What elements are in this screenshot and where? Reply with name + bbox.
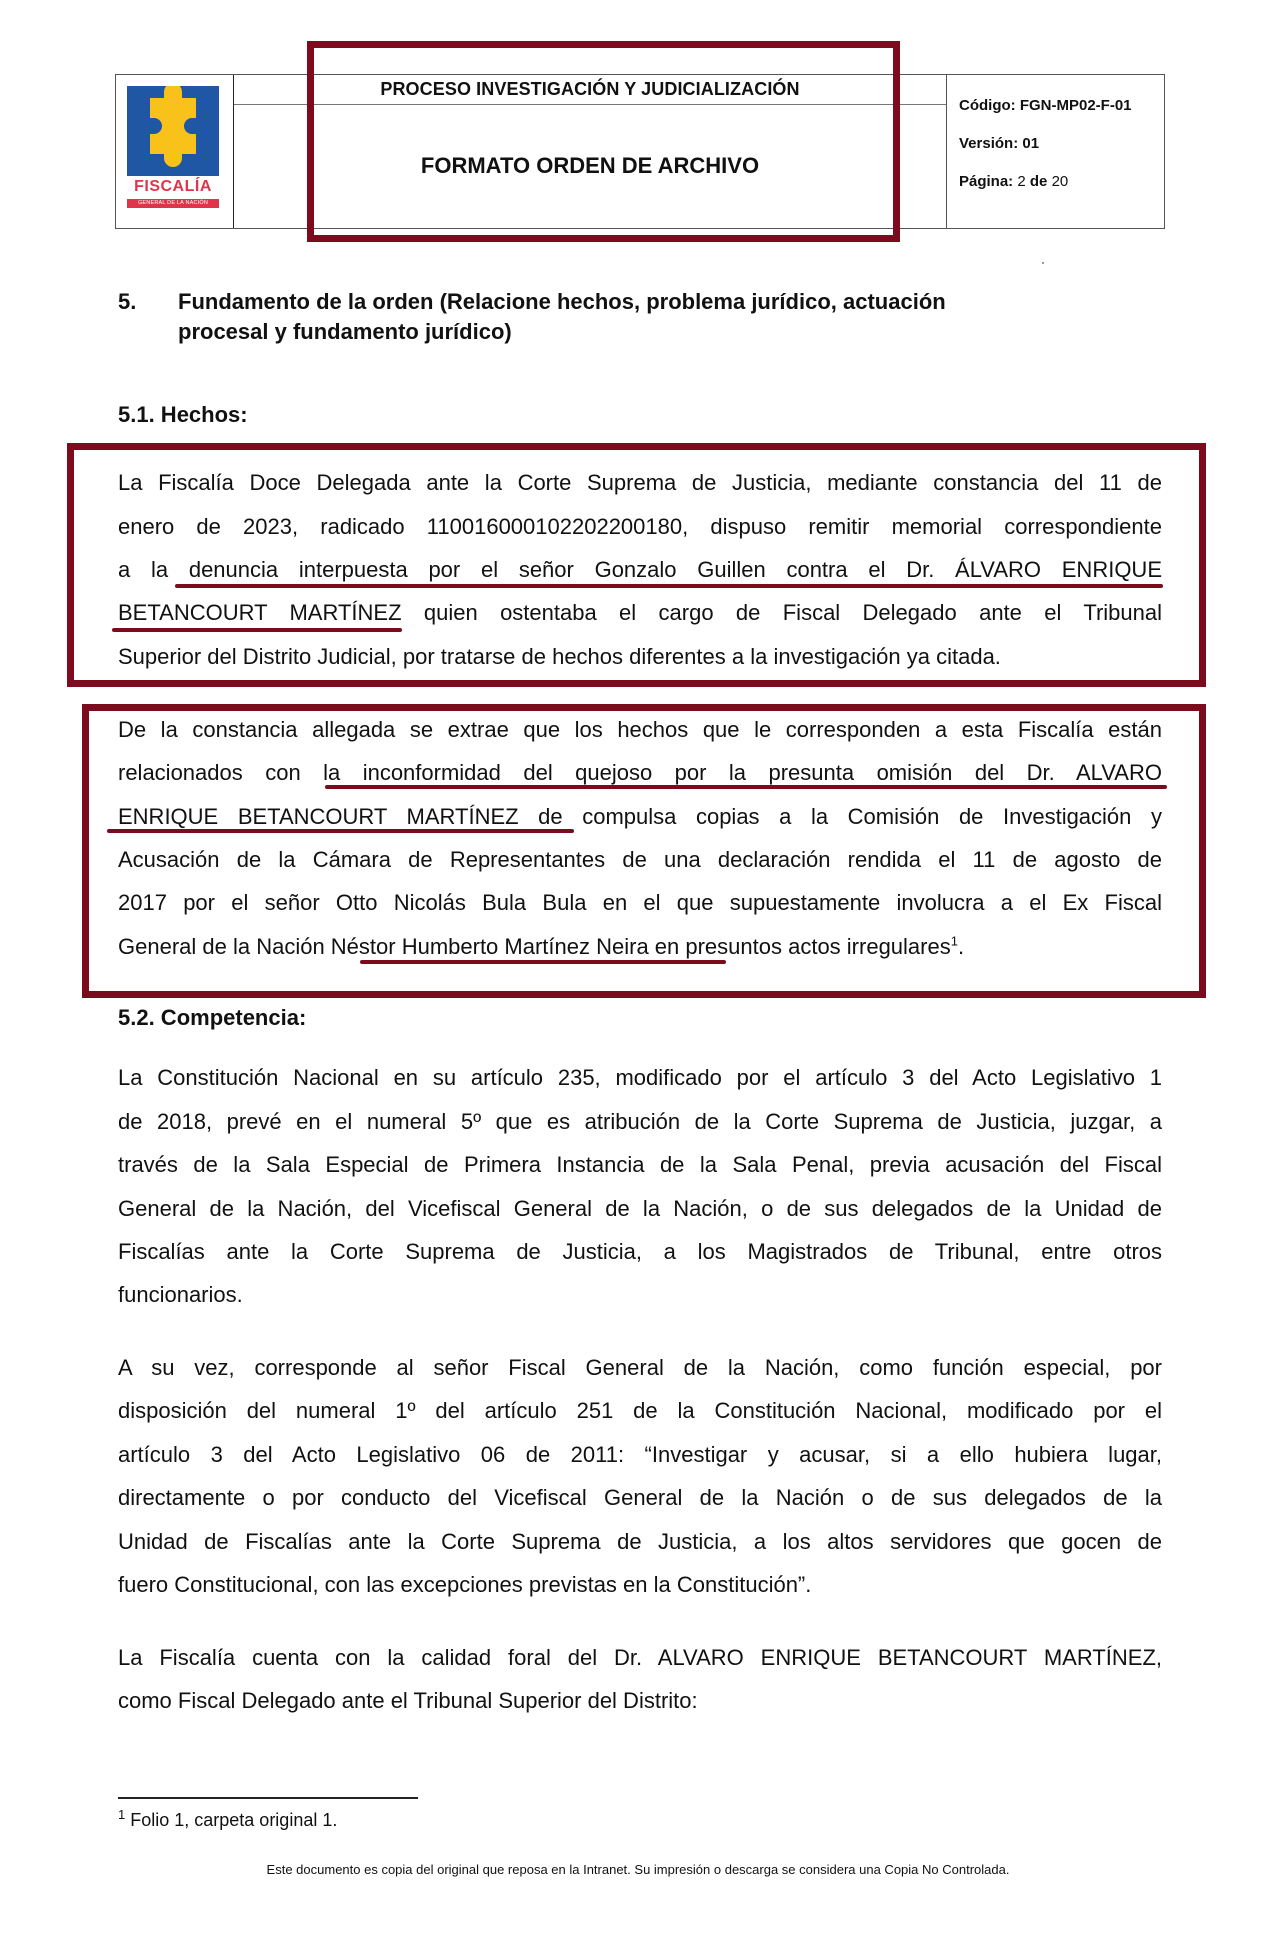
code-label: Código: xyxy=(959,97,1016,114)
hechos-p2-line2: relacionados con la inconformidad del quejoso por la presunta omisión del Dr. ALVARO xyxy=(118,760,1162,785)
hechos-p2-line6-end: . xyxy=(957,934,965,959)
page-label: Página: xyxy=(959,173,1014,190)
footnote xyxy=(118,1807,338,1831)
page-total: 20 xyxy=(1051,173,1069,190)
competencia-p3-line1: La Fiscalía cuenta con la calidad foral del Dr. ALVARO ENRIQUE BETANCOURT MARTÍNEZ, xyxy=(118,1645,1162,1670)
puzzle-piece-icon xyxy=(127,86,219,176)
stray-dot xyxy=(1042,262,1044,264)
fiscalia-logo xyxy=(127,86,219,176)
logo-subtitle: GENERAL DE LA NACIÓN xyxy=(127,199,219,208)
footnote-ref[interactable]: 1 xyxy=(950,933,958,949)
section-5-number: 5. xyxy=(118,289,137,314)
competencia-p2-line6: fuero Constitucional, con las excepciones previstas en la Constitución”. xyxy=(118,1572,812,1597)
competencia-p1-line4: General de la Nación, del Vicefiscal General de la Nación, o de sus delegados de la Unidad de xyxy=(118,1196,1162,1221)
logo-cell xyxy=(116,75,234,228)
page-field xyxy=(959,173,1068,190)
competencia-p1-line1: La Constitución Nacional en su artículo 235, modificado por el artículo 3 del Acto Legislativo 1 xyxy=(118,1065,1162,1090)
competencia-p1-line2: de 2018, prevé en el numeral 5º que es atribución de la Corte Suprema de Justicia, juzgar, a xyxy=(118,1109,1162,1134)
logo-wordmark: FISCALÍA xyxy=(134,178,212,195)
hechos-p2-line6-text: General de la Nación Néstor Humberto Martínez Neira en presuntos actos irregulares xyxy=(118,934,951,959)
competencia-p2-line1: A su vez, corresponde al señor Fiscal General de la Nación, como función especial, por xyxy=(118,1355,1162,1380)
page-of: de xyxy=(1029,173,1048,190)
footer-disclaimer: Este documento es copia del original que reposa en la Intranet. Su impresión o descarga se considera una Copia No Controlada. xyxy=(266,1862,1010,1877)
hechos-p2-line3: ENRIQUE BETANCOURT MARTÍNEZ de compulsa copias a la Comisión de Investigación y xyxy=(118,804,1162,829)
process-title: PROCESO INVESTIGACIÓN Y JUDICIALIZACIÓN xyxy=(380,79,800,99)
competencia-p3-line2: como Fiscal Delegado ante el Tribunal Superior del Distrito: xyxy=(118,1688,698,1713)
page-current: 2 xyxy=(1017,173,1026,190)
competencia-p1-line3: través de la Sala Especial de Primera Instancia de la Sala Penal, previa acusación del Fiscal xyxy=(118,1152,1162,1177)
section-5-1-title: 5.1. Hechos: xyxy=(118,402,248,427)
competencia-p1-line5: Fiscalías ante la Corte Suprema de Justicia, a los Magistrados de Tribunal, entre otros xyxy=(118,1239,1162,1264)
competencia-p1-line6: funcionarios. xyxy=(118,1282,243,1307)
competencia-p2-line3: artículo 3 del Acto Legislativo 06 de 2011: “Investigar y acusar, si a ello hubiera lugar, xyxy=(118,1442,1162,1467)
section-5-title-line1: Fundamento de la orden (Relacione hechos, problema jurídico, actuación xyxy=(178,289,946,314)
hechos-p1-line3 xyxy=(118,557,1162,583)
form-title: FORMATO ORDEN DE ARCHIVO xyxy=(420,153,760,178)
hechos-p1-line5: Superior del Distrito Judicial, por tratarse de hechos diferentes a la investigación ya citada. xyxy=(118,644,1001,669)
hechos-p1-line3-pre: a la xyxy=(118,557,189,582)
hechos-p2-line4: Acusación de la Cámara de Representantes de una declaración rendida el 11 de agosto de xyxy=(118,847,1162,872)
competencia-p2-line4: directamente o por conducto del Vicefiscal General de la Nación o de sus delegados de la xyxy=(118,1485,1162,1510)
hechos-p1-line2: enero de 2023, radicado 110016000102202200180, dispuso remitir memorial correspondiente xyxy=(118,514,1162,539)
annotation-underline xyxy=(175,584,1163,588)
hechos-p1-line4 xyxy=(118,600,1162,626)
footnote-number: 1 xyxy=(118,1807,126,1822)
annotation-underline xyxy=(325,785,1167,789)
footnote-separator xyxy=(118,1797,418,1799)
document-meta-cell xyxy=(946,75,1164,228)
annotation-underline xyxy=(107,829,574,833)
hechos-p2-line5: 2017 por el señor Otto Nicolás Bula Bula en el que supuestamente involucra a el Ex Fiscal xyxy=(118,890,1162,915)
hechos-p1-line1: La Fiscalía Doce Delegada ante la Corte Suprema de Justicia, mediante constancia del 11 de xyxy=(118,470,1162,495)
hechos-p1-line3-underlined: denuncia interpuesta por el señor Gonzalo Guillen contra el Dr. ÁLVARO ENRIQUE xyxy=(188,557,1162,582)
annotation-box-header xyxy=(307,41,900,242)
annotation-underline xyxy=(360,960,726,964)
section-5-2-title: 5.2. Competencia: xyxy=(118,1005,307,1030)
hechos-p1-line4-post: quien ostentaba el cargo de Fiscal Delegado ante el Tribunal xyxy=(401,600,1162,625)
competencia-p2-line5: Unidad de Fiscalías ante la Corte Suprema de Justicia, a los altos servidores que gocen de xyxy=(118,1529,1162,1554)
hechos-p1-line4-underlined: BETANCOURT MARTÍNEZ xyxy=(118,600,402,625)
competencia-p2-line2: disposición del numeral 1º del artículo 251 de la Constitución Nacional, modificado por el xyxy=(118,1398,1162,1423)
annotation-underline xyxy=(112,628,402,632)
version-field xyxy=(959,135,1039,152)
code-field xyxy=(959,97,1132,114)
version-value: 01 xyxy=(1022,135,1040,152)
version-label: Versión: xyxy=(959,135,1019,152)
footnote-text: Folio 1, carpeta original 1. xyxy=(125,1810,338,1830)
code-value: FGN-MP02-F-01 xyxy=(1019,97,1132,114)
section-5-title-line2: procesal y fundamento jurídico) xyxy=(178,319,512,344)
hechos-p2-line1: De la constancia allegada se extrae que los hechos que le corresponden a esta Fiscalía están xyxy=(118,717,1162,742)
hechos-p2-line6 xyxy=(118,934,1162,960)
